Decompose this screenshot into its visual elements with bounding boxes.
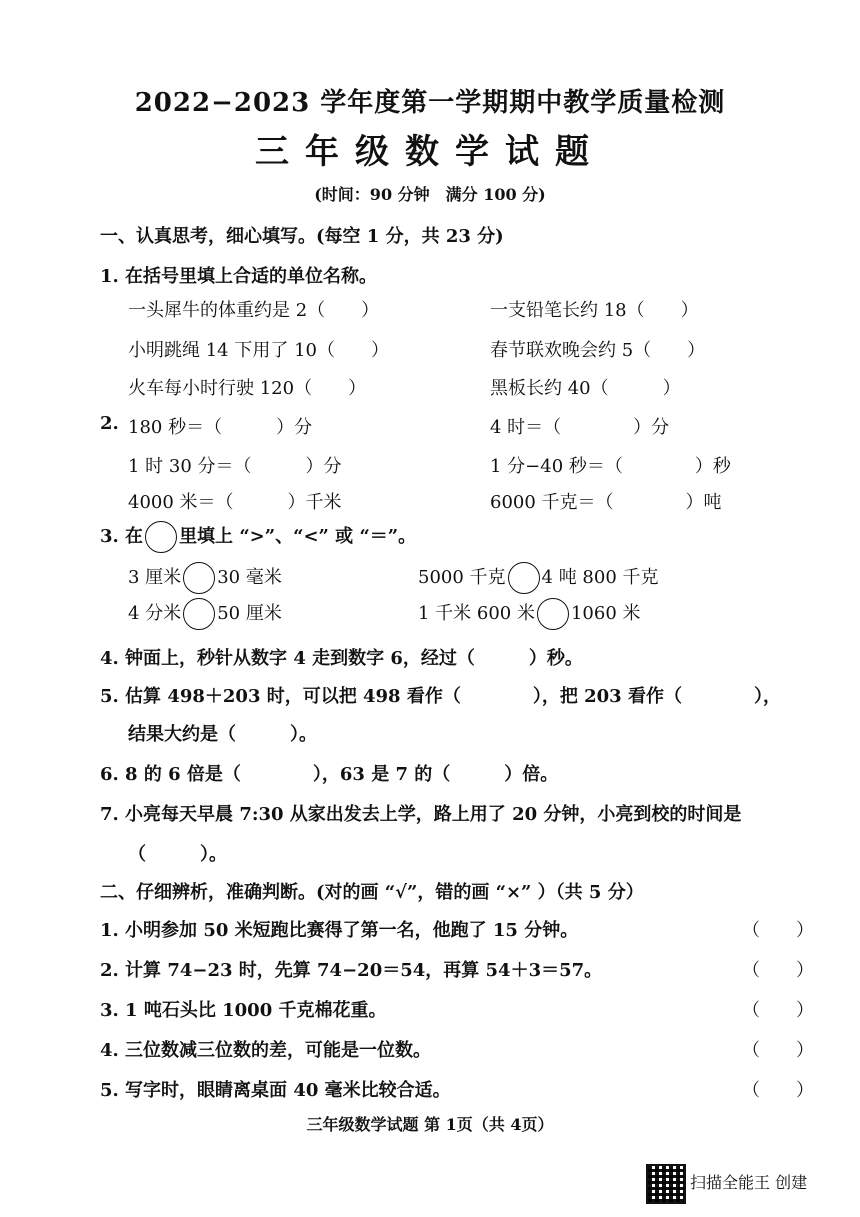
compare-circle-icon[interactable]: [537, 598, 569, 630]
exam-title-line2: 三年级数学试题: [255, 132, 605, 172]
judge-item: 5. 写字时，眼睛离桌面 40 毫米比较合适。: [100, 1080, 451, 1101]
q1-item: 一头犀牛的体重约是 2（ ）: [128, 300, 380, 321]
judge-item: 3. 1 吨石头比 1000 千克棉花重。: [100, 1000, 387, 1021]
section2-heading: 二、仔细辨析，准确判断。(对的画 “√”，错的画 “×” ）（共 5 分）: [100, 882, 644, 903]
compare-circle-icon[interactable]: [183, 562, 215, 594]
q3-compare-item: [128, 562, 282, 594]
compare-right: 4 吨 800 千克: [541, 567, 659, 588]
page-footer: 三年级数学试题 第 1页（共 4页）: [306, 1115, 554, 1134]
qr-code-icon: [646, 1164, 686, 1204]
q1-item: 黑板长约 40（ ）: [490, 378, 681, 399]
q3-prompt: [100, 521, 416, 553]
q7-text-line1: 7. 小亮每天早晨 7:30 从家出发去上学，路上用了 20 分钟，小亮到校的时间是: [100, 804, 742, 825]
q1-item: 火车每小时行驶 120（ ）: [128, 378, 367, 399]
compare-circle-icon[interactable]: [183, 598, 215, 630]
judge-item: 4. 三位数减三位数的差，可能是一位数。: [100, 1040, 432, 1061]
compare-right: 30 毫米: [217, 567, 282, 588]
answer-paren[interactable]: （ ）: [742, 1080, 814, 1101]
q3-prompt-before: 3. 在: [100, 526, 144, 547]
q2-item: 4000 米＝（ ）千米: [128, 492, 342, 513]
q3-compare-item: [418, 598, 641, 630]
answer-paren[interactable]: （ ）: [742, 1040, 814, 1061]
answer-paren[interactable]: （ ）: [742, 920, 814, 941]
compare-right: 1060 米: [570, 603, 641, 624]
q3-compare-item: [128, 598, 282, 630]
judge-item: 2. 计算 74−23 时，先算 74−20＝54，再算 54＋3＝57。: [100, 960, 603, 981]
q3-prompt-after: 里填上 “>”、“<” 或 “＝”。: [179, 526, 417, 547]
compare-left: 4 分米: [128, 603, 182, 624]
q1-prompt: 1. 在括号里填上合适的单位名称。: [100, 266, 378, 287]
q2-num: 2.: [100, 413, 119, 434]
q2-item: 4 时＝（ ）分: [490, 417, 670, 438]
q3-compare-item: [418, 562, 659, 594]
exam-subtitle: (时间：90 分钟 满分 100 分): [314, 185, 546, 204]
q2-item: 6000 千克＝（ ）吨: [490, 492, 722, 513]
q6-text: 6. 8 的 6 倍是（ ），63 是 7 的（ ）倍。: [100, 764, 559, 785]
compare-left: 3 厘米: [128, 567, 182, 588]
q2-item: 1 时 30 分＝（ ）分: [128, 456, 342, 477]
answer-paren[interactable]: （ ）: [742, 1000, 814, 1021]
compare-circle-icon: [145, 521, 177, 553]
scanner-watermark: 扫描全能王 创建: [690, 1173, 808, 1192]
section1-heading: 一、认真思考，细心填写。(每空 1 分，共 23 分): [100, 226, 504, 247]
answer-paren[interactable]: （ ）: [742, 960, 814, 981]
compare-left: 5000 千克: [418, 567, 506, 588]
q5-text-line2: 结果大约是（ ）。: [128, 724, 317, 745]
q5-text-line1: 5. 估算 498＋203 时，可以把 498 看作（ ），把 203 看作（ ），: [100, 686, 781, 707]
q2-item: 1 分−40 秒＝（ ）秒: [490, 456, 731, 477]
exam-title-line1: 2022−2023 学年度第一学期期中教学质量检测: [134, 88, 726, 118]
compare-circle-icon[interactable]: [508, 562, 540, 594]
q4-text: 4. 钟面上，秒针从数字 4 走到数字 6，经过（ ）秒。: [100, 648, 583, 669]
q2-item: 180 秒＝（ ）分: [128, 417, 313, 438]
q7-text-line2: （ ）。: [128, 844, 227, 865]
compare-right: 50 厘米: [217, 603, 282, 624]
compare-left: 1 千米 600 米: [418, 603, 535, 624]
q1-item: 小明跳绳 14 下用了 10（ ）: [128, 340, 389, 361]
q1-item: 一支铅笔长约 18（ ）: [490, 300, 699, 321]
judge-item: 1. 小明参加 50 米短跑比赛得了第一名，他跑了 15 分钟。: [100, 920, 579, 941]
q1-item: 春节联欢晚会约 5（ ）: [490, 340, 706, 361]
